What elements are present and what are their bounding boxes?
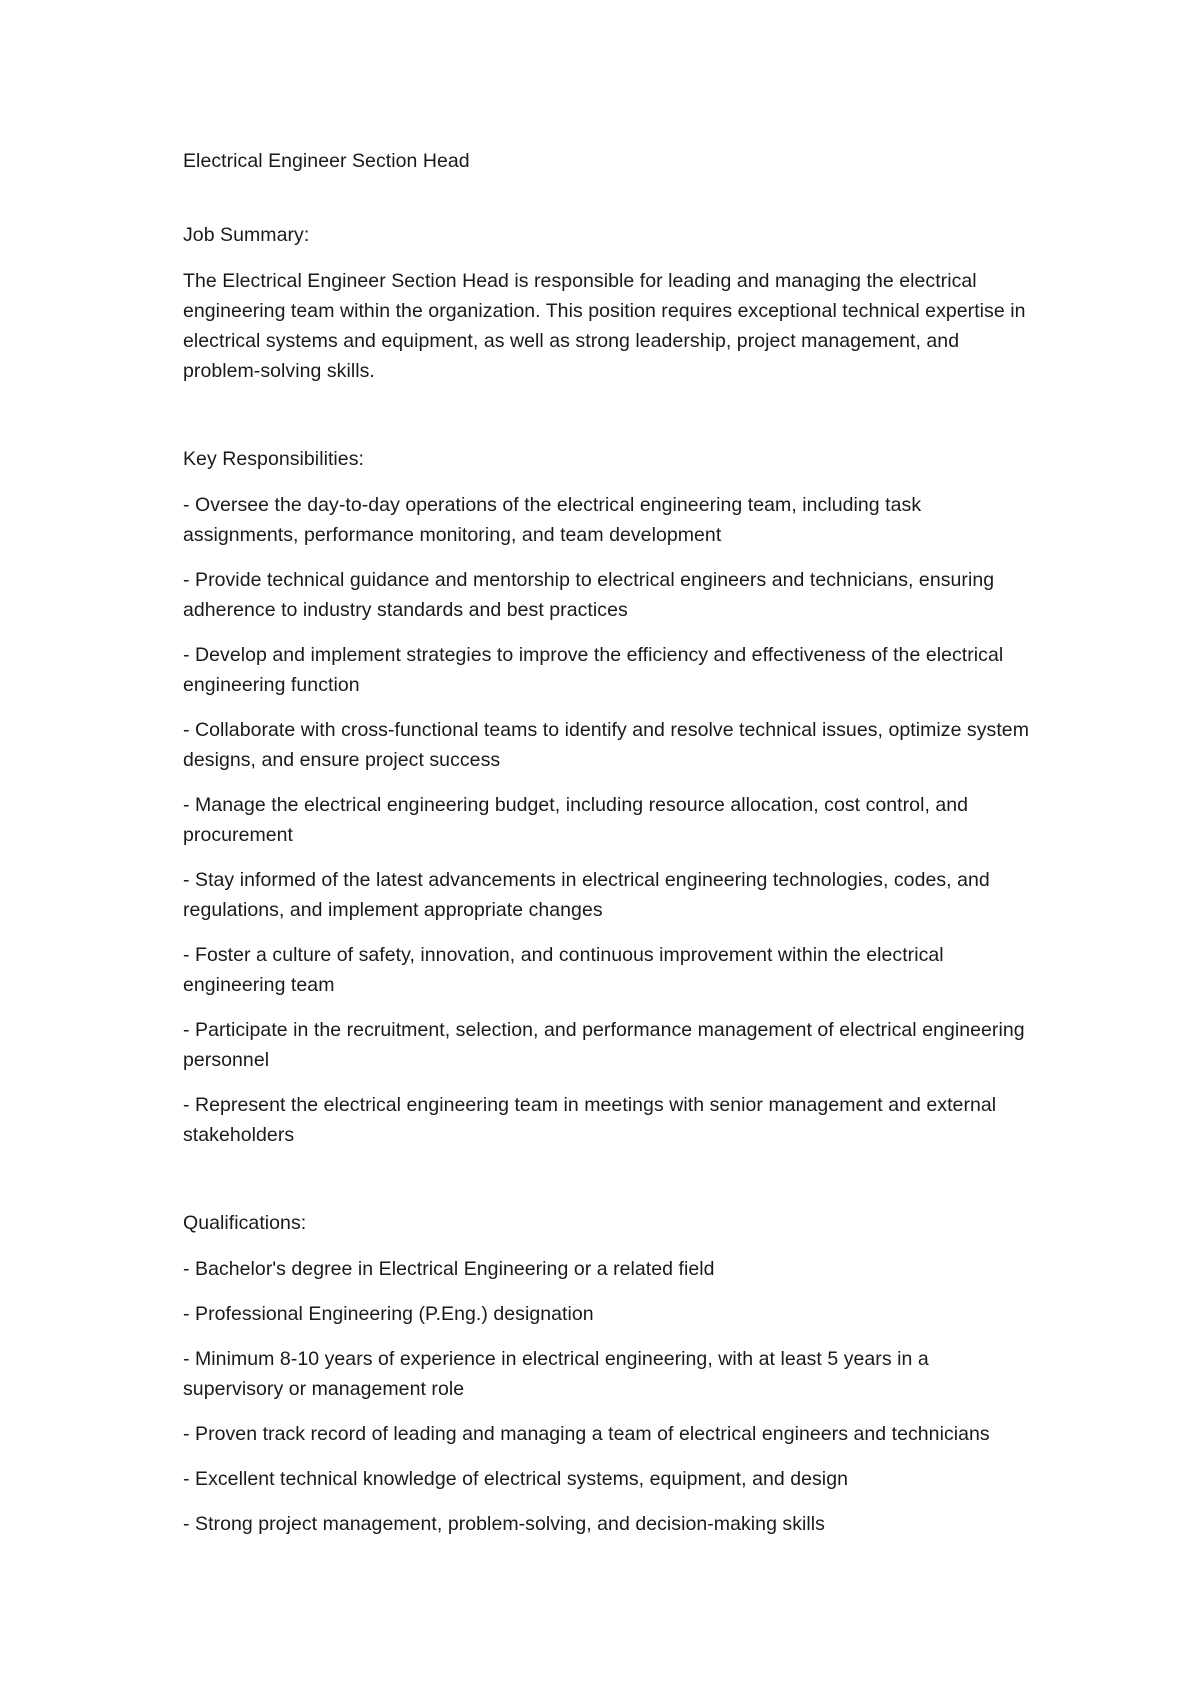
list-item: - Stay informed of the latest advancements in electrical engineering technologies, codes, and regulations, and implement appropriate changes xyxy=(183,869,990,921)
qualifications-section xyxy=(183,1208,1033,1539)
qualifications-heading: Qualifications: xyxy=(183,1212,307,1234)
list-item: - Bachelor's degree in Electrical Engineering or a related field xyxy=(183,1258,715,1280)
list-item: - Represent the electrical engineering team in meetings with senior management and external stakeholders xyxy=(183,1094,997,1146)
list-item: - Manage the electrical engineering budget, including resource allocation, cost control, and procurement xyxy=(183,794,969,846)
list-item: - Professional Engineering (P.Eng.) designation xyxy=(183,1303,594,1325)
list-item: - Oversee the day-to-day operations of the electrical engineering team, including task assignments, performance monitoring, and team development xyxy=(183,494,922,546)
list-item: - Strong project management, problem-solving, and decision-making skills xyxy=(183,1513,825,1535)
list-item: - Provide technical guidance and mentorship to electrical engineers and technicians, ensuring adherence to industry standards and best practices xyxy=(183,569,995,621)
list-item: - Minimum 8-10 years of experience in electrical engineering, with at least 5 years in a supervisory or management role xyxy=(183,1348,929,1400)
document-title: Electrical Engineer Section Head xyxy=(183,150,470,172)
job-summary-heading: Job Summary: xyxy=(183,224,310,246)
document-body xyxy=(183,146,1033,1539)
responsibilities-list xyxy=(183,490,1033,1150)
list-item: - Participate in the recruitment, selection, and performance management of electrical engineering personnel xyxy=(183,1019,1025,1071)
section-spacer xyxy=(183,1150,1033,1208)
list-item: - Proven track record of leading and managing a team of electrical engineers and technicians xyxy=(183,1423,990,1445)
section-spacer xyxy=(183,386,1033,444)
responsibilities-section xyxy=(183,444,1033,1150)
job-summary-section xyxy=(183,220,1033,386)
job-summary-text: The Electrical Engineer Section Head is responsible for leading and managing the electrical engineering team within the organization. This position requires exceptional technical expertise in electrical systems and equipment, as well as strong leadership, project management, and problem-solving skills. xyxy=(183,270,1026,382)
list-item: - Foster a culture of safety, innovation, and continuous improvement within the electrical engineering team xyxy=(183,944,944,996)
list-item: - Excellent technical knowledge of electrical systems, equipment, and design xyxy=(183,1468,848,1490)
list-item: - Collaborate with cross-functional teams to identify and resolve technical issues, optimize system designs, and ensure project success xyxy=(183,719,1029,771)
list-item: - Develop and implement strategies to improve the efficiency and effectiveness of the electrical engineering function xyxy=(183,644,1004,696)
responsibilities-heading: Key Responsibilities: xyxy=(183,448,364,470)
qualifications-list xyxy=(183,1254,1033,1539)
